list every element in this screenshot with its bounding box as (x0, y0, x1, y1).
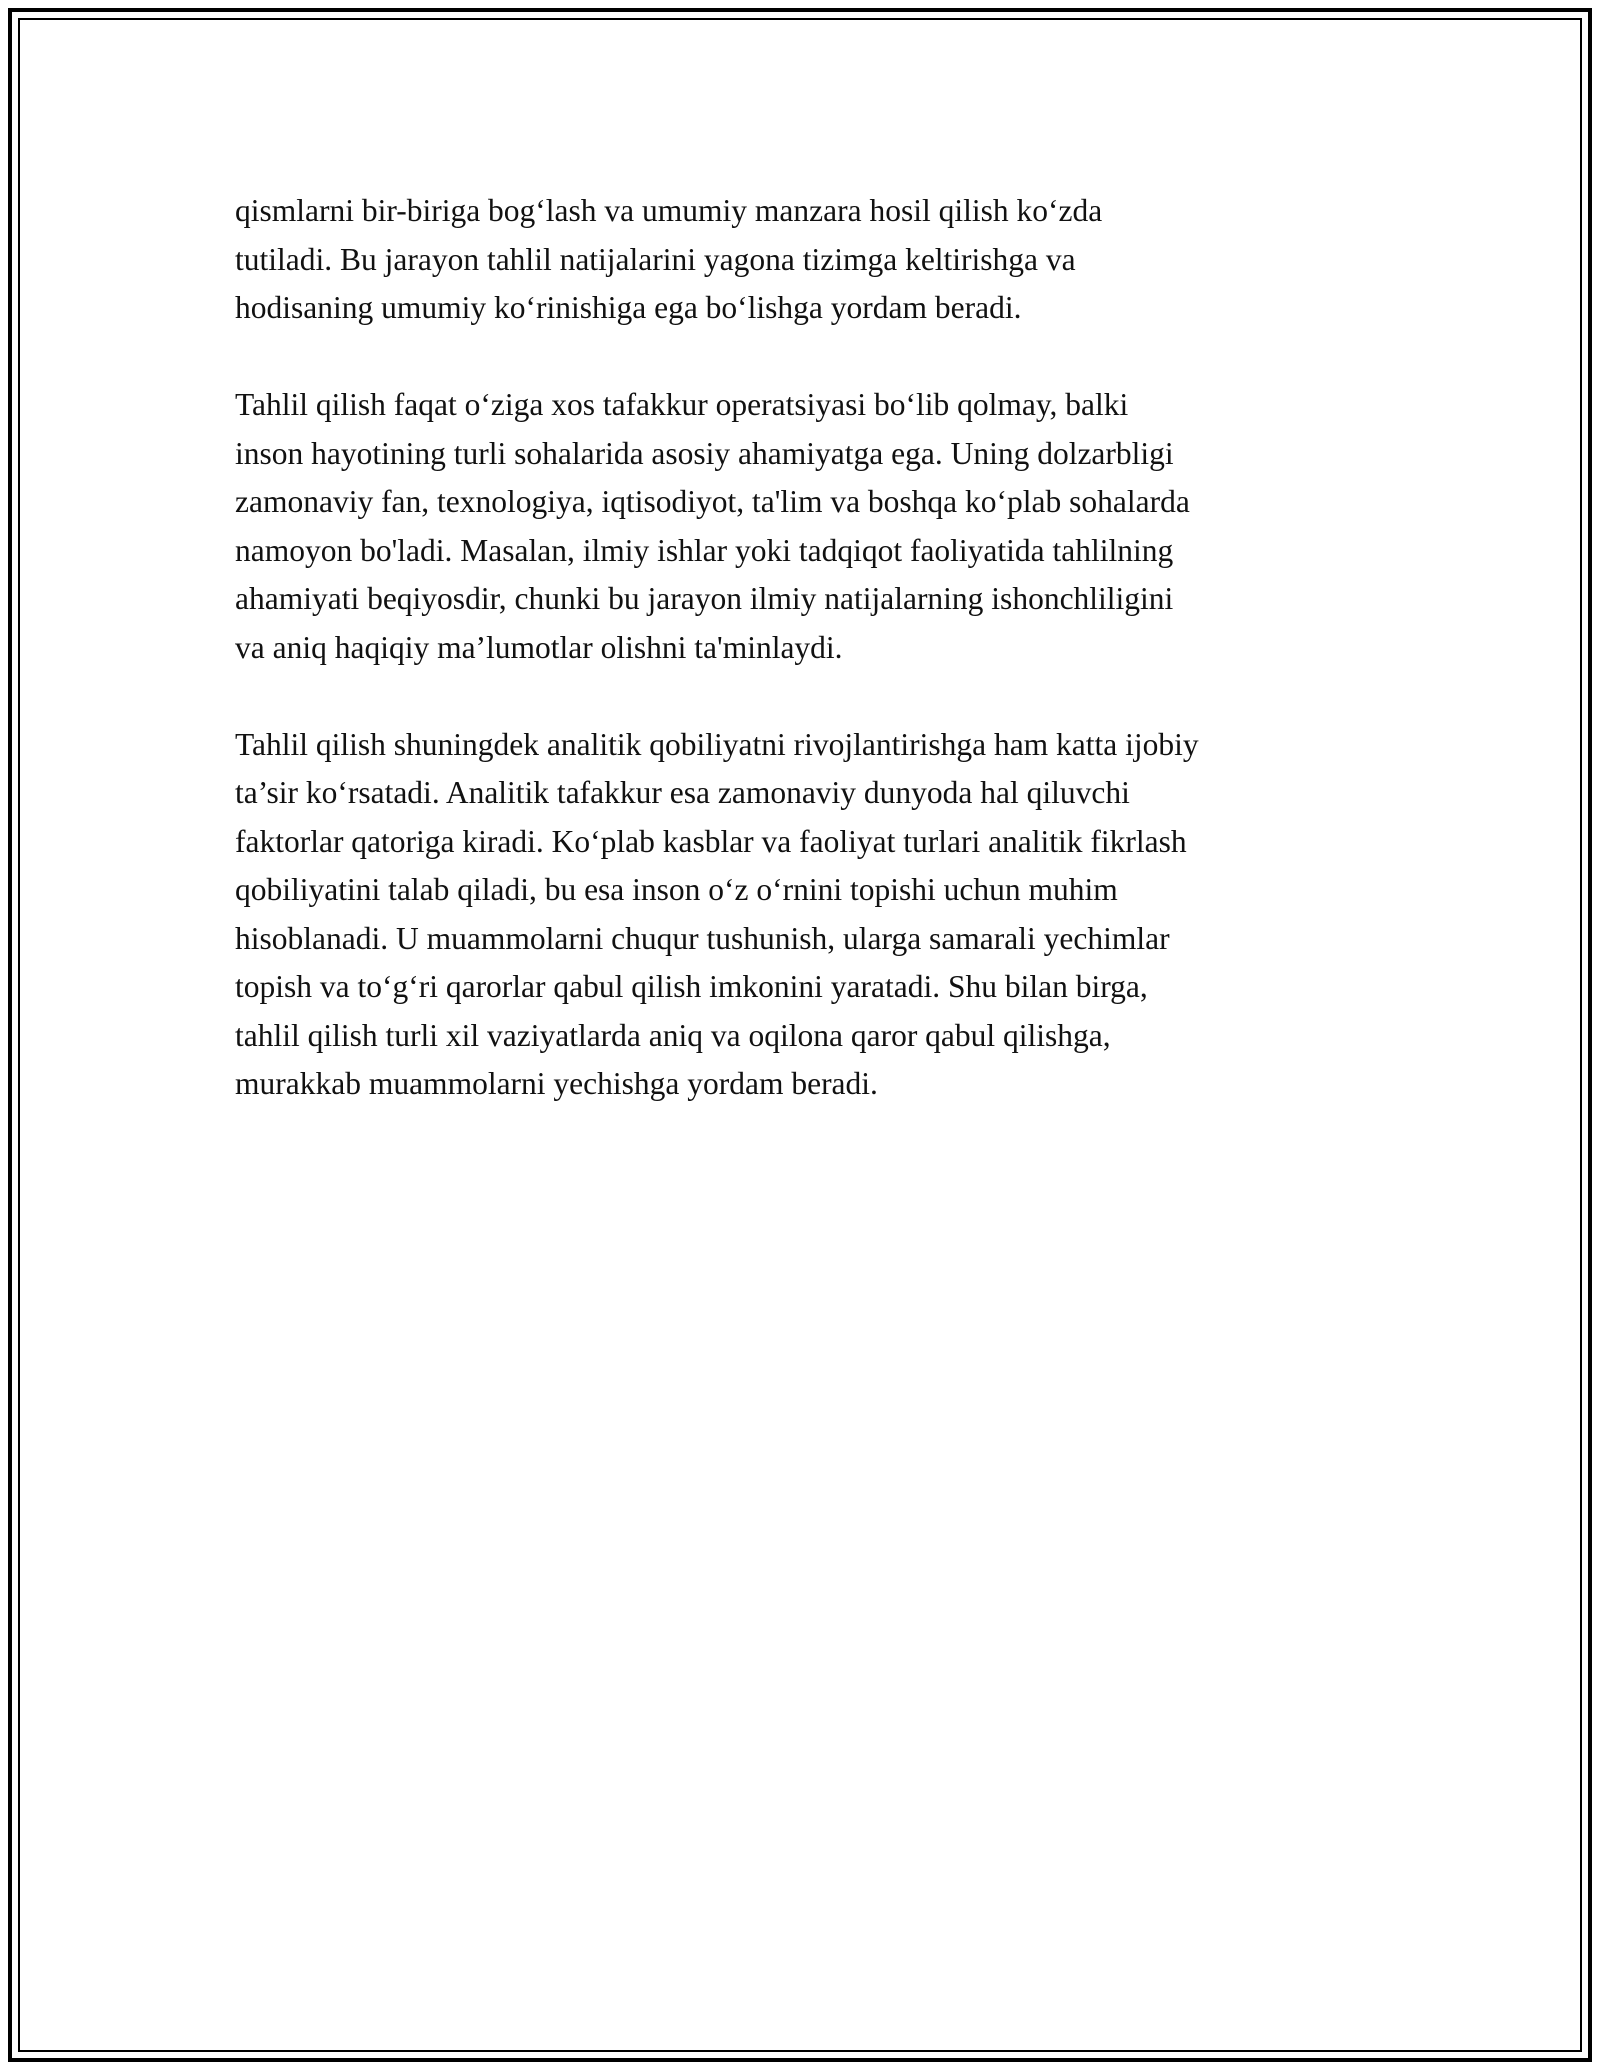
text-line: tutiladi. Bu jarayon tahlil natijalarini yagona tizimga keltirishga va (235, 241, 1076, 277)
text-line: Tahlil qilish shuningdek analitik qobiliyatni rivojlantirishga ham katta ijobiy (235, 726, 1199, 762)
text-line: faktorlar qatoriga kiradi. Ko‘plab kasblar va faoliyat turlari analitik fikrlash (235, 823, 1187, 859)
paragraph (235, 187, 1375, 333)
text-line: topish va to‘g‘ri qarorlar qabul qilish imkonini yaratadi. Shu bilan birga, (235, 969, 1148, 1004)
text-line: murakkab muammolarni yechishga yordam beradi. (235, 1066, 878, 1101)
text-line: ta’sir ko‘rsatadi. Analitik tafakkur esa zamonaviy dunyoda hal qiluvchi (235, 775, 1130, 810)
text-line: qismlarni bir-biriga bog‘lash va umumiy manzara hosil qilish ko‘zda (235, 193, 1103, 228)
text-line: inson hayotining turli sohalarida asosiy ahamiyatga ega. Uning dolzarbligi (235, 435, 1174, 471)
text-line: hisoblanadi. U muammolarni chuqur tushunish, ularga samarali yechimlar (235, 920, 1170, 956)
text-line: namoyon bo'ladi. Masalan, ilmiy ishlar yoki tadqiqot faoliyatida tahlilning (235, 532, 1174, 568)
paragraph (235, 381, 1375, 672)
document-body (235, 187, 1375, 1157)
text-line: va aniq haqiqiy ma’lumotlar olishni ta'minlaydi. (235, 629, 843, 665)
paragraph (235, 721, 1375, 1109)
text-line: tahlil qilish turli xil vaziyatlarda aniq va oqilona qaror qabul qilishga, (235, 1017, 1111, 1053)
text-line: Tahlil qilish faqat o‘ziga xos tafakkur operatsiyasi bo‘lib qolmay, balki (235, 387, 1129, 422)
text-line: zamonaviy fan, texnologiya, iqtisodiyot, ta'lim va boshqa ko‘plab sohalarda (235, 484, 1190, 519)
text-line: ahamiyati beqiyosdir, chunki bu jarayon ilmiy natijalarning ishonchliligini (235, 581, 1174, 616)
text-line: qobiliyatini talab qiladi, bu esa inson o‘z o‘rnini topishi uchun muhim (235, 872, 1118, 907)
text-line: hodisaning umumiy ko‘rinishiga ega bo‘lishga yordam beradi. (235, 290, 1022, 325)
